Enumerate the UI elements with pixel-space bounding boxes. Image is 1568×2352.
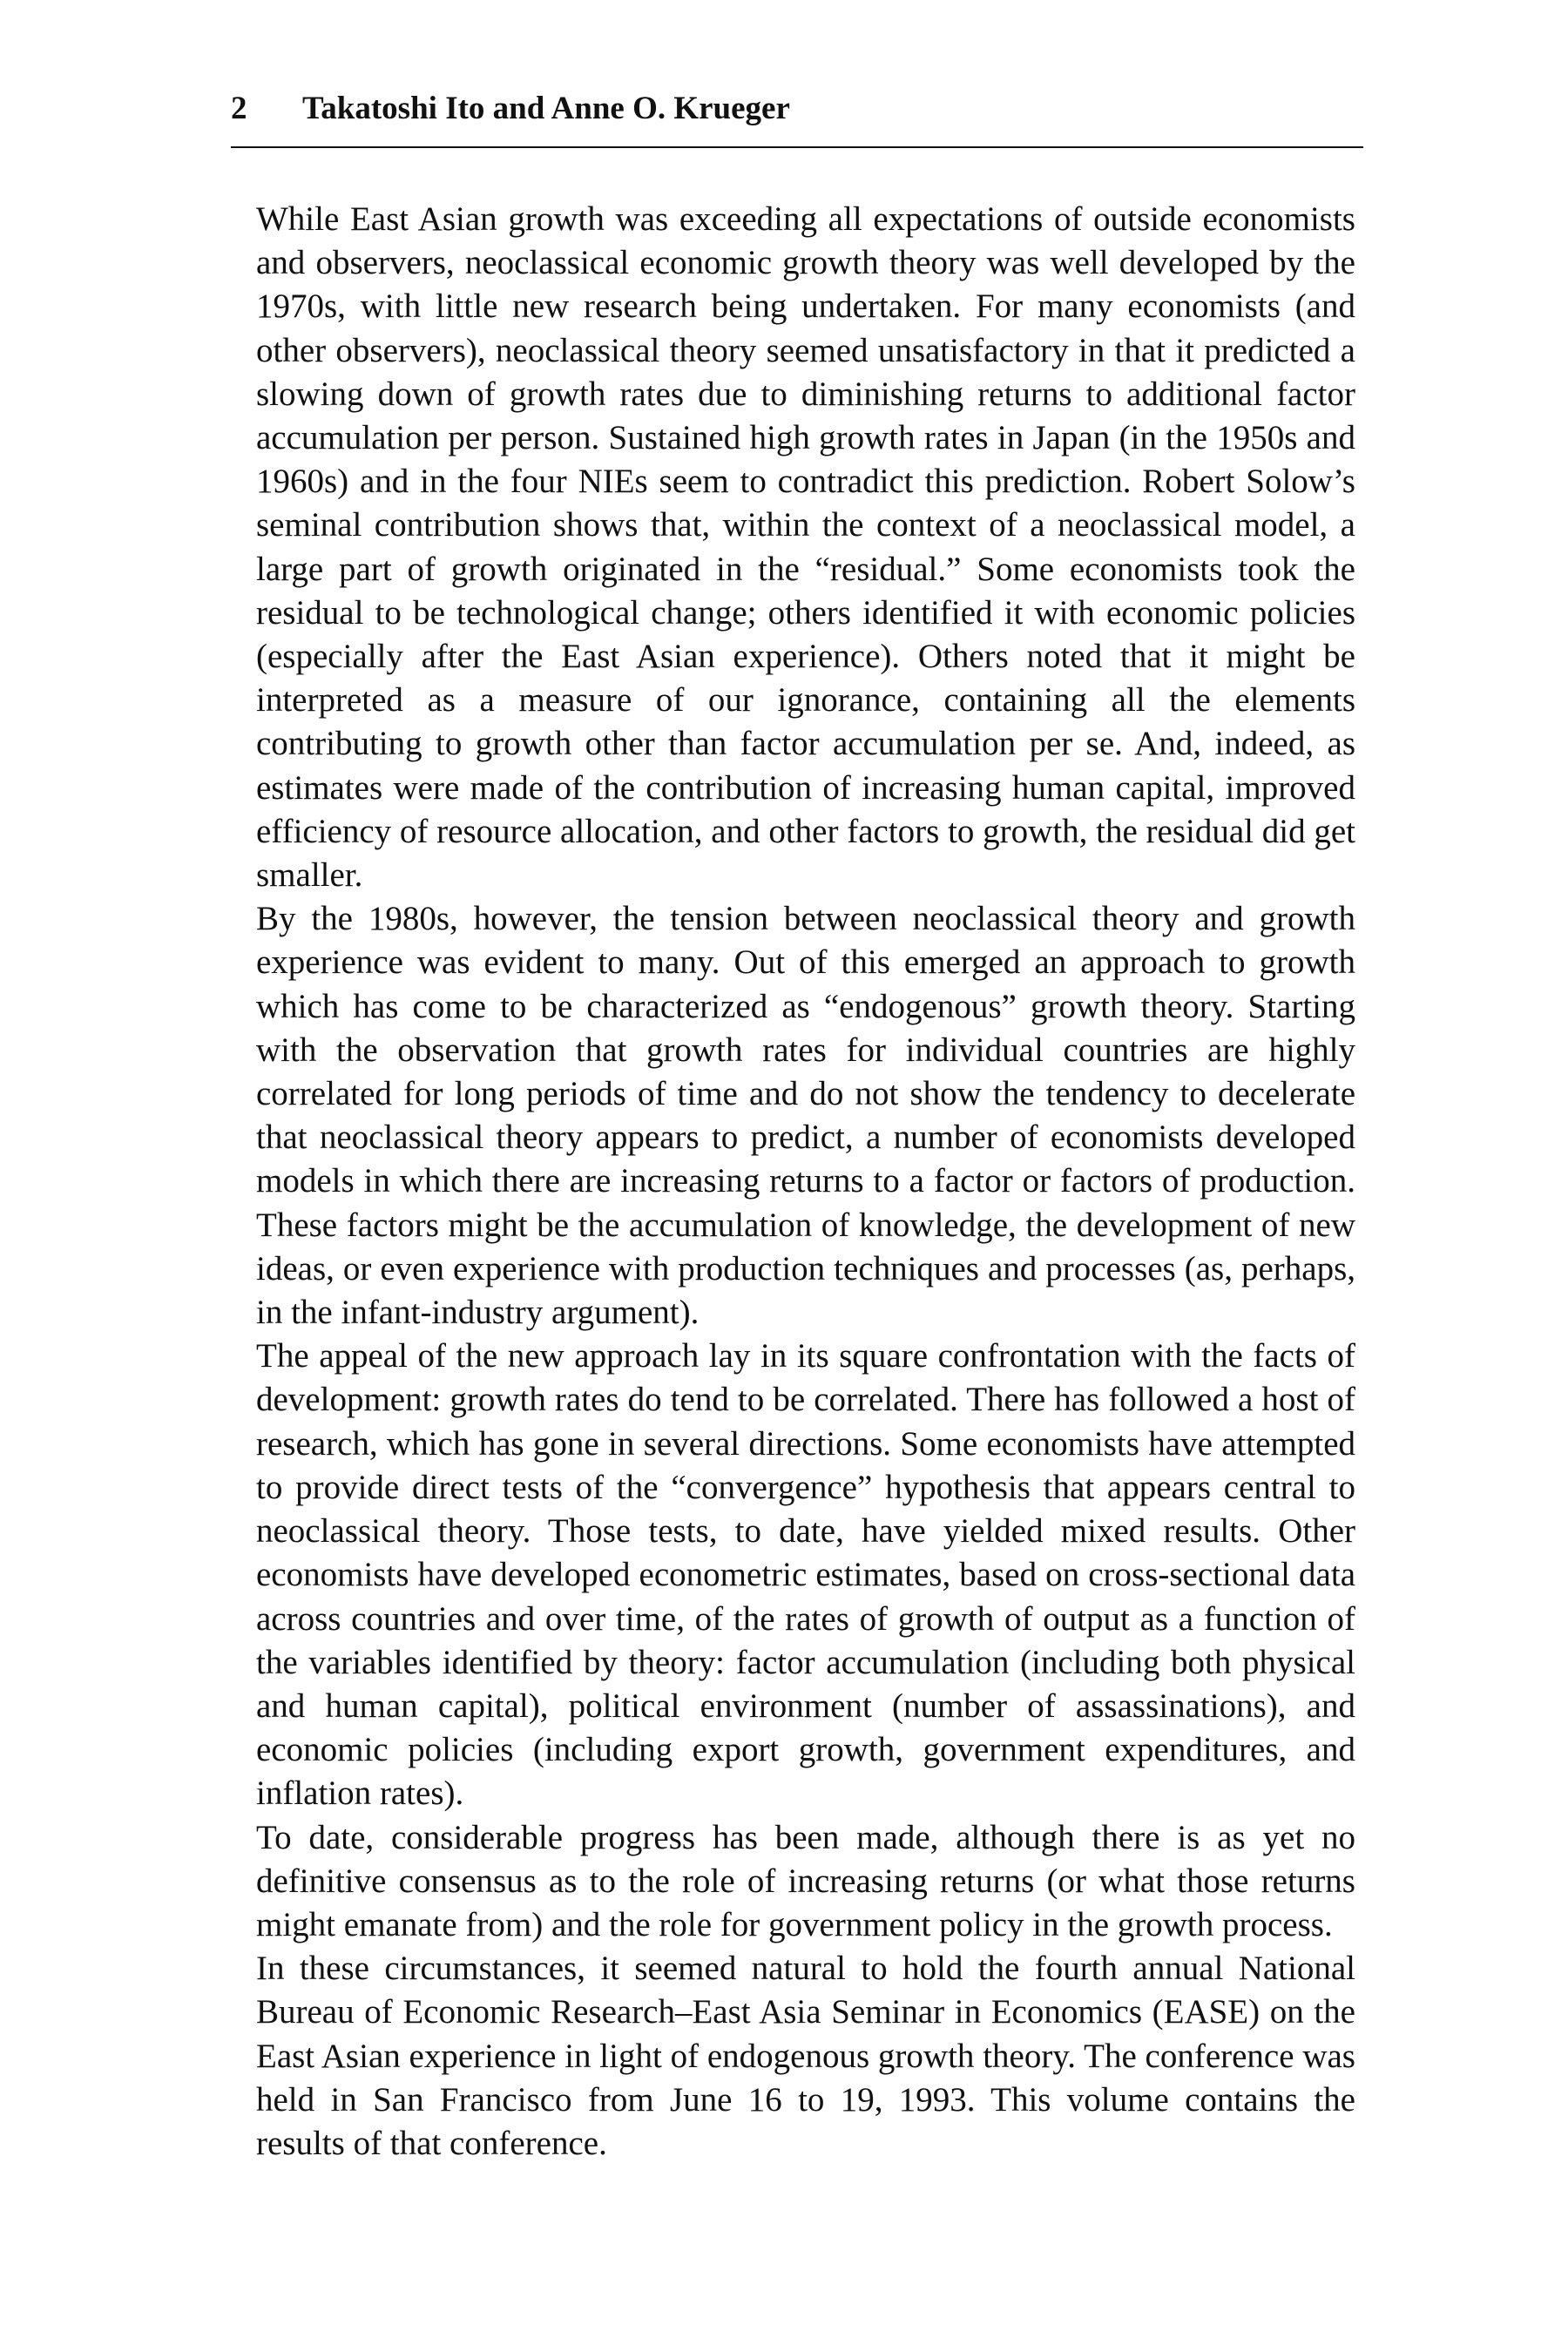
paragraph: By the 1980s, however, the tension between neoclassical theory and growth experience was evident to many. Out of this emerged an approach to growth which has come to be characterized as “endogenous” growth theory. Starting with the observation that growth rates for individual countries are highly correlated for long periods of time and do not show the tendency to decelerate that neoclassical theory appears to predict, a number of economists developed models in which there are increasing returns to a factor or factors of production. These factors might be the accumulation of knowledge, the development of new ideas, or even experience with production techniques and processes (as, perhaps, in the infant-industry argument). bbox=[256, 900, 1355, 1332]
running-head bbox=[231, 87, 1363, 148]
paragraph: In these circumstances, it seemed natural to hold the fourth annual National Bureau of Economic Research–East Asia Seminar in Economics (EASE) on the East Asian experience in light of endogenous growth theory. The conference was held in San Francisco from June 16 to 19, 1993. This volume contains the results of that conference. bbox=[256, 1950, 1355, 2162]
paragraph: To date, considerable progress has been made, although there is as yet no definitive consensus as to the role of increasing returns (or what those returns might emanate from) and the role for government policy in the growth process. bbox=[256, 1818, 1355, 1943]
paragraph: While East Asian growth was exceeding all expectations of outside economists and observers, neoclassical economic growth theory was well developed by the 1970s, with little new research being undertaken. For many economists (and other observers), neoclassical theory seemed unsatisfactory in that it predicted a slowing down of growth rates due to diminishing returns to additional factor accumulation per person. Sustained high growth rates in Japan (in the 1950s and 1960s) and in the four NIEs seem to contradict this prediction. Robert Solow’s seminal contribution shows that, within the context of a neoclassical model, a large part of growth originated in the “residual.” Some economists took the residual to be technological change; others identified it with economic policies (especially after the East Asian experience). Others noted that it might be interpreted as a measure of our ignorance, containing all the elements contributing to growth other than factor accumulation per se. And, indeed, as estimates were made of the contribution of increasing human capital, improved efficiency of resource allocation, and other factors to growth, the residual did get smaller. bbox=[256, 200, 1355, 895]
page-number: 2 bbox=[231, 91, 247, 126]
body-text bbox=[256, 198, 1355, 2166]
running-head-authors: Takatoshi Ito and Anne O. Krueger bbox=[302, 91, 790, 126]
paragraph: The appeal of the new approach lay in its square confrontation with the facts of development: growth rates do tend to be correlated. There has followed a host of research, which has gone in several directions. Some economists have attempted to provide direct tests of the “convergence” hypothesis that appears central to neoclassical theory. Those tests, to date, have yielded mixed results. Other economists have developed econometric estimates, based on cross-sectional data across countries and over time, of the rates of growth of output as a function of the variables identified by theory: factor accumulation (including both physical and human capital), political environment (number of assassinations), and economic policies (including export growth, government expenditures, and inflation rates). bbox=[256, 1337, 1355, 1813]
